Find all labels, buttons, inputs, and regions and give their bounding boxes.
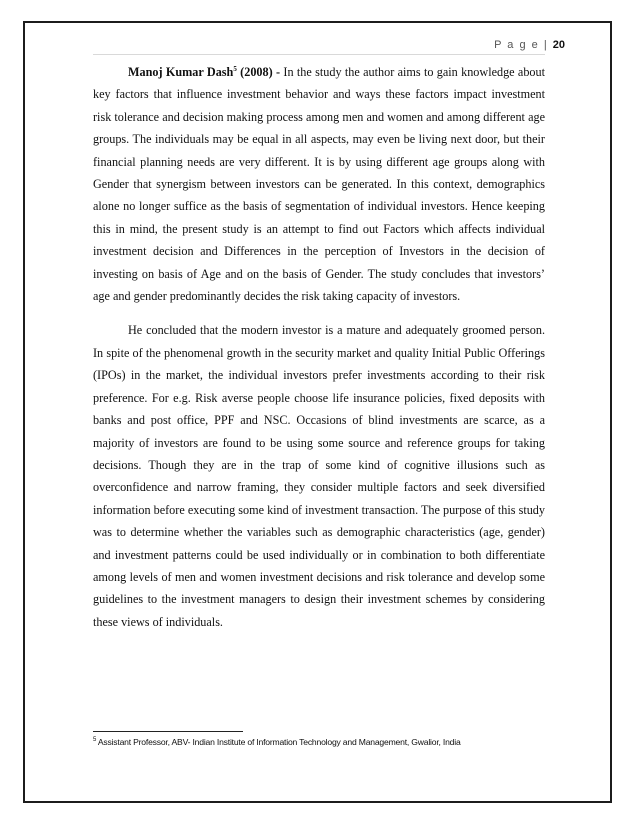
page-label: P a g e | bbox=[494, 39, 549, 51]
paragraph-2: He concluded that the modern investor is a mature and adequately groomed person. In spite of the phenomenal growth in the security market and quality Initial Public Offerings (IPOs) in the market, the individual investors prefer investments according to their risk preference. For e.g. Risk averse people choose life insurance policies, fixed deposits with banks and post office, PPF and NSC. Occasions of blind investments are scarce, as a majority of investors are found to be using some source and reference groups for taking decisions. Though they are in the trap of some kind of cognitive illusions such as overconfidence and narrow framing, they consider multiple factors and seek diversified information before executing some kind of investment transaction. The purpose of this study was to determine whether the variables such as demographic characteristics (age, gender) and investment patterns could be used individually or in combination to both differentiate among levels of men and women investment decisions and risk tolerance and develop some guidelines to the investment managers to design their investment schemes by considering these views of individuals. bbox=[93, 323, 545, 629]
footnote-reference: 5 bbox=[233, 64, 237, 73]
paragraph-1 bbox=[93, 61, 545, 307]
footnote-number: 5 bbox=[93, 737, 97, 744]
citation-year: (2008) - bbox=[240, 65, 281, 79]
page-header bbox=[494, 39, 565, 51]
paragraph-1-text: In the study the author aims to gain knowledge about key factors that influence investment behavior and ways these factors impact investment risk tolerance and decision making process among men and women and among different age groups. The individuals may be equal in all aspects, may even be living next door, but their financial planning needs are very different. It is by using different age groups along with Gender that synergism between investors can be generated. In this context, demographics alone no longer suffice as the basis of segmentation of individual investors. Hence keeping this in mind, the present study is an attempt to find out Factors which affects individual investment decision and Differences in the perception of Investors in the decision of investing on basis of Age and on the basis of Gender. The study concludes that investors’ age and gender predominantly decides the risk taking capacity of investors. bbox=[93, 65, 546, 304]
author-name: Manoj Kumar Dash bbox=[128, 65, 234, 79]
author-citation bbox=[128, 65, 280, 79]
body-text bbox=[93, 61, 545, 633]
header-divider bbox=[93, 54, 545, 55]
footnote-text: Assistant Professor, ABV- Indian Institute of Information Technology and Management, Gwalior, India bbox=[97, 737, 461, 747]
page-number: 20 bbox=[552, 39, 565, 51]
footnote-divider bbox=[93, 731, 243, 732]
footnote bbox=[93, 737, 563, 747]
